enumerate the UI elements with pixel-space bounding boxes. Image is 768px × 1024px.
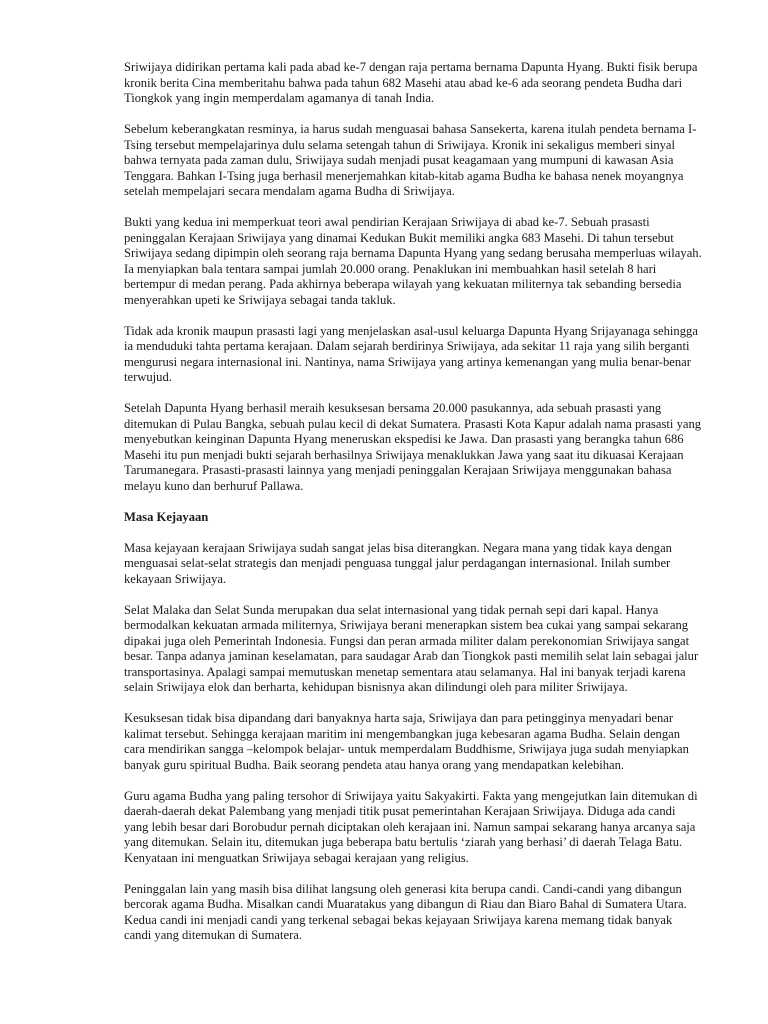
section-heading: Masa Kejayaan xyxy=(124,509,209,524)
paragraph-buddhism: Kesuksesan tidak bisa dipandang dari banyaknya harta saja, Sriwijaya dan para petingginya menyadari benar kalimat tersebut. Sehingga kerajaan maritim ini mengembangkan juga kebesaran agama Budha. Selain dengan cara mendirikan sangga –kelompok belajar- untuk memperdalam Buddhisme, Sriwijaya juga sudah menyiapkan banyak guru spiritual Budha. Baik seorang pendeta atau hanya orang yang mendapatkan kelebihan. xyxy=(124,711,689,772)
paragraph-golden-age: Masa kejayaan kerajaan Sriwijaya sudah sangat jelas bisa diterangkan. Negara mana yang tidak kaya dengan menguasai selat-selat strategis dan menjadi penguasa tunggal jalur perdagangan internasional. Inilah sumber kekayaan Sriwijaya. xyxy=(124,540,672,586)
document-page xyxy=(124,60,702,959)
paragraph-straits: Selat Malaka dan Selat Sunda merupakan dua selat internasional yang tidak pernah sepi dari kapal. Hanya bermodalkan kekuatan armada militernya, Sriwijaya berani menerapkan sistem bea cukai yang sampai sekarang dipakai juga oleh Pemerintah Indonesia. Fungsi dan peran armada militer dalam perekonomian Sriwijaya sangat besar. Tanpa adanya jaminan keselamatan, para saudagar Arab dan Tiongkok pasti memilih selat lain sebagai jalur transportasinya. Apalagi sampai memutuskan menetap sementara atau selamanya. Hal ini banyak terjadi karena selain Sriwijaya elok dan berharta, kehidupan bisnisnya akan dilindungi oleh para militer Sriwijaya. xyxy=(124,602,699,694)
paragraph-temples: Peninggalan lain yang masih bisa dilihat langsung oleh generasi kita berupa candi. Candi-candi yang dibangun bercorak agama Budha. Misalkan candi Muaratakus yang dibangun di Riau dan Biaro Bahal di Sumatera Utara. Kedua candi ini menjadi candi yang terkenal sebagai bekas kejayaan Sriwijaya karena memang tidak banyak candi yang ditemukan di Sumatera. xyxy=(124,881,687,942)
paragraph-founding: Sriwijaya didirikan pertama kali pada abad ke-7 dengan raja pertama bernama Dapunta Hyang. Bukti fisik berupa kronik berita Cina memberitahu bahwa pada tahun 682 Masehi atau abad ke-6 ada seorang pendeta Budha dari Tiongkok yang ingin memperdalam agamanya di tanah India. xyxy=(124,60,698,105)
paragraph-dapunta-hyang: Tidak ada kronik maupun prasasti lagi yang menjelaskan asal-usul keluarga Dapunta Hyang Srijayanaga sehingga ia menduduki tahta pertama kerajaan. Dalam sejarah berdirinya Sriwijaya, ada sekitar 11 raja yang silih berganti mengurusi negara internasional ini. Nantinya, nama Sriwijaya yang artinya kemenangan yang mulia benar-benar terwujud. xyxy=(124,323,698,384)
paragraph-i-tsing: Sebelum keberangkatan resminya, ia harus sudah menguasai bahasa Sansekerta, karena itulah pendeta bernama I-Tsing tersebut mempelajarinya dulu selama setengah tahun di Sriwijaya. Kronik ini sekaligus memberi sinyal bahwa ternyata pada zaman dulu, Sriwijaya sudah menjadi pusat keagamaan yang mumpuni di kawasan Asia Tenggara. Bahkan I-Tsing juga berhasil menerjemahkan kitab-kitab agama Budha ke bahasa nenek moyangnya setelah mempelajari secara mendalam agama Budha di Sriwijaya. xyxy=(124,122,697,198)
paragraph-kedukan-bukit: Bukti yang kedua ini memperkuat teori awal pendirian Kerajaan Sriwijaya di abad ke-7. Sebuah prasasti peninggalan Kerajaan Sriwijaya yang dinamai Kedukan Bukit memiliki angka 683 Masehi. Di tahun tersebut Sriwijaya sedang dipimpin oleh seorang raja bernama Dapunta Hyang yang sedang berusaha memperluas wilayah. Ia menyiapkan bala tentara sampai jumlah 20.000 orang. Penaklukan ini membuahkan hasil setelah 8 hari bertempur di medan perang. Pada akhirnya beberapa wilayah yang kekuatan militernya tak sebanding bersedia menyerahkan upeti ke Sriwijaya sebagai tanda takluk. xyxy=(124,215,702,307)
paragraph-sakyakirti: Guru agama Budha yang paling tersohor di Sriwijaya yaitu Sakyakirti. Fakta yang mengejutkan lain ditemukan di daerah-daerah dekat Palembang yang menjadi titik pusat pemerintahan Kerajaan Sriwijaya. Diduga ada candi yang lebih besar dari Borobudur pernah diciptakan oleh kerajaan ini. Namun sampai sekarang hanya arcanya saja yang ditemukan. Selain itu, ditemukan juga beberapa batu bertulis ‘ziarah yang berhasi’ di daerah Telaga Batu. Kenyataan ini menguatkan Sriwijaya sebagai kerajaan yang religius. xyxy=(124,788,698,865)
paragraph-kota-kapur: Setelah Dapunta Hyang berhasil meraih kesuksesan bersama 20.000 pasukannya, ada sebuah prasasti yang ditemukan di Pulau Bangka, sebuah pulau kecil di dekat Sumatera. Prasasti Kota Kapur adalah nama prasasti yang menyebutkan keinginan Dapunta Hyang meneruskan ekspedisi ke Jawa. Dan prasasti yang berangka tahun 686 Masehi itu pun menjadi bukti sejarah berhasilnya Sriwijaya menaklukkan Jawa yang saat itu dikuasai Kerajaan Tarumanegara. Prasasti-prasasti lainnya yang menjadi peninggalan Kerajaan Sriwijaya menggunakan bahasa melayu kuno dan berhuruf Pallawa. xyxy=(124,401,702,493)
